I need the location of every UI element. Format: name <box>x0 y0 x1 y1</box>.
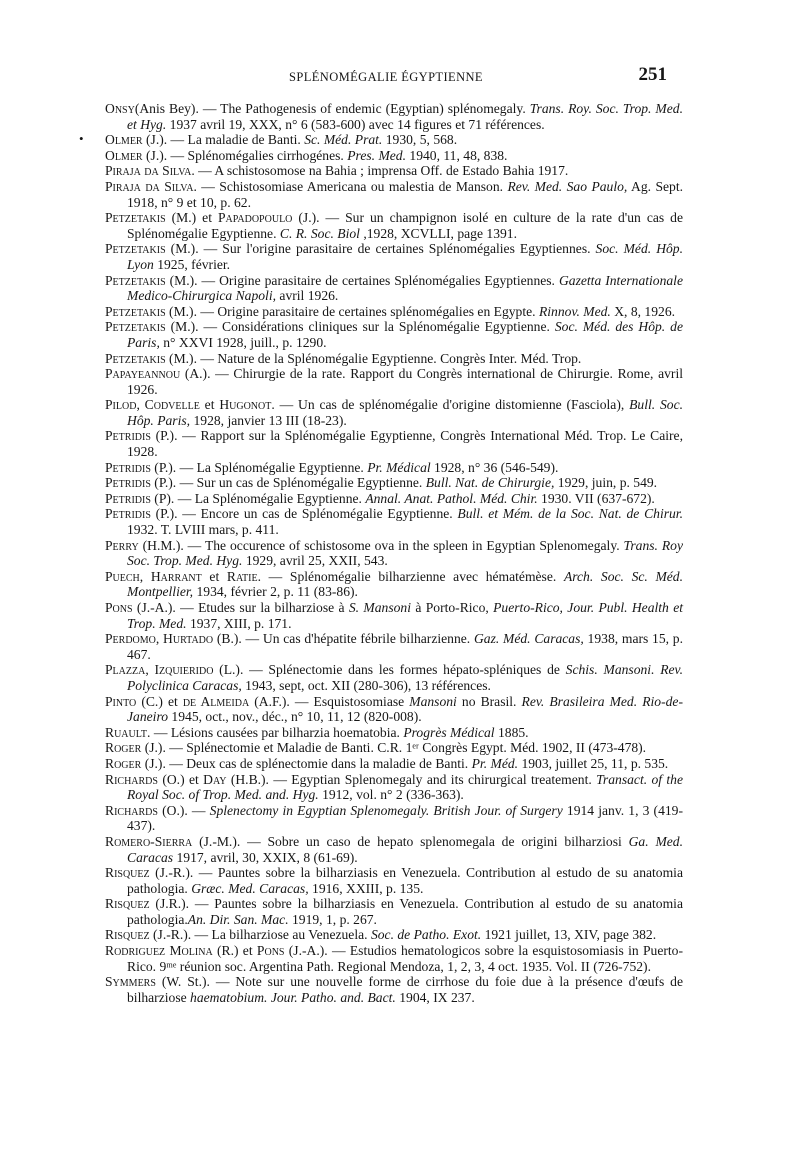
reference-author: Papayeannou <box>105 366 181 382</box>
reference-text: (O.) et <box>157 771 204 787</box>
running-head <box>0 64 800 90</box>
reference-author: Rodriguez Molina <box>105 943 213 959</box>
reference-text: et <box>199 397 220 413</box>
bibliography-list <box>105 101 683 1005</box>
reference-text: (C.) et <box>136 693 183 709</box>
reference-text: 1903, juillet 25, 11, p. 535. <box>518 755 669 771</box>
reference-source: Sc. Méd. Prat. <box>304 132 383 148</box>
reference-entry <box>105 772 683 803</box>
reference-source: An. Dir. San. Mac. <box>187 911 289 927</box>
reference-entry <box>105 132 683 148</box>
reference-text: 1929, avril 25, XXII, 543. <box>242 553 388 569</box>
reference-author: Papadopoulo <box>217 210 293 226</box>
reference-text: 1914 janv. 1, 3 (419-437). <box>127 802 683 834</box>
reference-text: (J.). — Splénomégalies cirrhogénes. <box>142 147 348 163</box>
reference-author: Petridis <box>105 428 151 444</box>
reference-text: 1929, juin, p. 549. <box>554 475 658 491</box>
reference-text: 1940, 11, 48, 838. <box>406 147 508 163</box>
reference-author: Petzetakis <box>105 319 166 335</box>
reference-text: no Brasil. <box>456 693 522 709</box>
reference-author: Onsy <box>105 101 135 116</box>
reference-text: (M.). — Nature de la Splénomégalie Egyptienne. Congrès Inter. Méd. Trop. <box>165 350 582 366</box>
reference-entry <box>105 163 683 179</box>
reference-text: (L.). — Splénectomie dans les formes hépato-spléniques de <box>213 662 566 678</box>
reference-text: . — Splénomégalie bilharzienne avec hématémèse. <box>257 568 564 584</box>
reference-author: Petzetakis <box>105 241 166 257</box>
reference-text: 1945, oct., nov., déc., n° 10, 11, 12 (820-008). <box>168 709 422 725</box>
reference-text: et <box>201 568 227 584</box>
reference-author: Symmers <box>105 974 156 990</box>
reference-entry <box>105 397 683 428</box>
reference-source: Gaz. Méd. Caracas, <box>473 631 584 647</box>
reference-text: (J.R.). — Pauntes sobre la bilharziasis en Venezuela. Contribution al estudo de su anatomia pathologia. <box>127 896 683 927</box>
reference-author: Ratie <box>226 568 258 584</box>
reference-source: Rev. Brasileira Med. Rio-de-Janeiro <box>127 693 683 725</box>
reference-text: 1928, janvier 13 III (18-23). <box>190 412 347 428</box>
reference-text: (J.-R.). — La bilharziose au Venezuela. <box>149 927 371 943</box>
reference-text: 1885. <box>494 724 529 740</box>
reference-author: Day <box>203 771 227 787</box>
reference-text: (J.). — La maladie de Banti. <box>142 132 305 148</box>
reference-text: 1919, 1, p. 267. <box>288 911 377 927</box>
reference-author: Piraja da Silva <box>105 163 192 179</box>
reference-entry <box>105 351 683 367</box>
reference-entry <box>105 101 683 132</box>
reference-source: Transact. of the Royal Soc. of Trop. Med. and. Hyg. <box>127 771 684 803</box>
reference-author: de Almeida <box>182 693 250 709</box>
reference-entry <box>105 725 683 741</box>
reference-text: 1925, février. <box>153 256 231 272</box>
reference-text: n° XXVI 1928, juill., p. 1290. <box>159 334 327 350</box>
reference-source: Splenectomy in Egyptian Splenomegaly. British Jour. of Surgery <box>209 802 563 818</box>
reference-entry <box>105 631 683 662</box>
reference-author: Petridis <box>105 490 151 506</box>
reference-text: . — Lésions causées par bilharzia hoematobia. <box>147 724 404 740</box>
reference-source: Trans. Roy Soc. Trop. Med. Hyg. <box>127 537 683 569</box>
reference-text: 1904, IX 237. <box>395 989 475 1005</box>
reference-source: Soc. Méd. des Hôp. de Paris, <box>127 319 683 350</box>
reference-author: Petridis <box>105 459 151 475</box>
reference-source: Mansoni <box>409 693 457 709</box>
reference-text: (A.). — Chirurgie de la rate. Rapport du Congrès international de Chirurgie. Rome, avril 1926. <box>127 366 683 397</box>
reference-text: 1932. T. LVIII mars, p. 411. <box>127 522 279 538</box>
reference-source: Puerto-Rico, Jour. Publ. Health et Trop. Med. <box>127 600 684 631</box>
reference-author: Petridis <box>105 506 151 522</box>
reference-text: X, 8, 1926. <box>610 303 676 319</box>
reference-source: Arch. Soc. Sc. Méd. Montpellier, <box>127 568 684 600</box>
reference-text: (P.). — Sur un cas de Splénomégalie Egyptienne. <box>150 475 426 491</box>
reference-text: (H.M.). — The occurence of schistosome ova in the spleen in Egyptian Splenomegaly. <box>138 537 624 553</box>
reference-author: Petzetakis <box>105 210 166 226</box>
reference-source: Bull. Soc. Hôp. Paris, <box>127 397 684 428</box>
running-title: SPLÉNOMÉGALIE ÉGYPTIENNE <box>289 70 483 84</box>
reference-text: 1917, avril, 30, XXIX, 8 (61-69). <box>173 849 358 865</box>
reference-text: 1928, n° 36 (546-549). <box>430 459 559 475</box>
reference-source: C. R. Soc. Biol <box>279 225 360 241</box>
reference-author: Hugonot <box>219 397 272 413</box>
reference-text: . — Schistosomiase Americana ou malestia de Manson. <box>193 178 508 194</box>
reference-entry <box>105 943 683 974</box>
reference-author: Romero-Sierra <box>105 833 193 849</box>
reference-entry <box>105 974 683 1005</box>
reference-source: Bull. et Mém. de la Soc. Nat. de Chirur. <box>457 506 683 522</box>
reference-text: à Porto-Rico, <box>411 600 494 615</box>
reference-entry <box>105 506 683 537</box>
reference-text: 1938, mars 15, p. 467. <box>127 631 684 662</box>
reference-text: (W. St.). — Note sur une nouvelle forme de cirrhose du foie due à la présence d'œufs de bilharziose <box>127 974 683 1005</box>
reference-entry <box>105 475 683 491</box>
reference-source: Gazetta Internationale Medico-Chirurgica Napoli, <box>127 272 683 304</box>
reference-text: 1912, vol. n° 2 (336-363). <box>318 787 464 803</box>
reference-source: Progrès Médical <box>403 724 495 740</box>
reference-entry <box>105 896 683 927</box>
reference-author: Plazza, Izquierido <box>105 662 214 678</box>
reference-entry <box>105 865 683 896</box>
reference-source: Annal. Anat. Pathol. Méd. Chir. <box>365 490 538 506</box>
reference-author: Puech, Harrant <box>105 568 202 584</box>
reference-source: S. Mansoni <box>348 600 411 615</box>
reference-source: Græc. Med. Caracas, <box>191 880 309 896</box>
reference-text: 1930. VII (637-672). <box>537 490 655 506</box>
reference-author: Petzetakis <box>105 272 166 288</box>
reference-author: Olmer <box>105 147 143 163</box>
reference-entry <box>105 210 683 241</box>
reference-text: (M.). — Origine parasitaire de certaines splénomégalies en Egypte. <box>165 303 539 319</box>
reference-entry <box>105 148 683 164</box>
reference-text: (H.B.). — Egyptian Splenomegaly and its chirurgical treatement. <box>226 771 597 787</box>
reference-text: (B.). — Un cas d'hépatite fébrile bilharzienne. <box>213 631 474 647</box>
reference-entry <box>105 694 683 725</box>
reference-entry <box>105 428 683 459</box>
reference-source: Ga. Med. Caracas <box>127 833 683 865</box>
reference-text: (J.-A.). — Estudios hematologicos sobre la esquistosomiasis in Puerto-Rico. 9ᵐᵉ réunion soc. Argentina Path. Regional Mendoza, 1, 2, 3, 4 oct. 1935. Vol. II (726-752). <box>127 943 683 974</box>
reference-text: 1937 avril 19, XXX, n° 6 (583-600) avec 14 figures et 71 références. <box>166 116 545 132</box>
reference-text: (P.). — Encore un cas de Splénomégalie Egyptienne. <box>150 506 458 522</box>
reference-text: (Anis Bey). — The Pathogenesis of endemic (Egyptian) splénomegaly. <box>134 101 530 116</box>
reference-entry <box>105 491 683 507</box>
reference-entry <box>105 803 683 834</box>
reference-source: Rinnov. Med. <box>538 303 611 319</box>
reference-entry <box>105 366 683 397</box>
reference-source: Rev. Med. Sao Paulo, <box>507 178 628 194</box>
reference-text: Ag. Sept. 1918, n° 9 et 10, p. 62. <box>127 178 684 210</box>
reference-author: Pinto <box>105 693 137 709</box>
reference-text: 1930, 5, 568. <box>382 132 458 148</box>
reference-text: . — Un cas de splénomégalie d'origine distomienne (Fasciola), <box>271 397 630 413</box>
reference-text: (M.) et <box>165 210 218 226</box>
reference-text: (J.-M.). — Sobre un caso de hepato splenomegala de origini bilharziosi <box>192 833 629 849</box>
reference-text: (P.). — Rapport sur la Splénomégalie Egyptienne, Congrès International Méd. Trop. Le Caire, 1928. <box>127 428 683 460</box>
reference-entry <box>105 179 683 210</box>
reference-author: Richards <box>105 771 158 787</box>
reference-text: (R.) et <box>212 943 257 959</box>
reference-text: 1943, sept, oct. XII (280-306), 13 références. <box>241 677 491 693</box>
reference-text: 1921 juillet, 13, XIV, page 382. <box>481 927 657 943</box>
reference-author: Petzetakis <box>105 350 166 366</box>
reference-author: Piraja da Silva <box>105 178 194 194</box>
reference-text: (O.). — <box>157 802 210 818</box>
reference-author: Pons <box>256 943 285 959</box>
reference-source: Schis. Mansoni. Rev. Polyclinica Caracas, <box>127 662 683 693</box>
reference-text: ,1928, XCVLLI, page 1391. <box>359 225 517 241</box>
reference-entry <box>105 569 683 600</box>
reference-entry <box>105 460 683 476</box>
reference-author: Roger <box>105 755 142 771</box>
reference-entry <box>105 241 683 272</box>
reference-source: Bull. Nat. de Chirurgie, <box>425 475 555 491</box>
reference-entry <box>105 319 683 350</box>
reference-author: Petzetakis <box>105 303 166 319</box>
reference-author: Petridis <box>105 475 151 491</box>
reference-text: avril 1926. <box>276 288 339 304</box>
margin-mark: • <box>79 131 84 146</box>
reference-author: Roger <box>105 740 142 756</box>
reference-text: (P.). — La Splénomégalie Egyptienne. <box>150 459 368 475</box>
reference-source: Soc. Méd. Hôp. Lyon <box>127 241 684 272</box>
reference-author: Risquez <box>105 896 150 912</box>
reference-entry <box>105 927 683 943</box>
reference-source: Pr. Médical <box>367 459 431 475</box>
reference-text: (J.). — Splénectomie et Maladie de Banti. C.R. 1ᵉʳ Congrès Egypt. Méd. 1902, II (473-478). <box>141 740 647 756</box>
reference-source: Soc. de Patho. Exot. <box>370 927 482 943</box>
reference-entry <box>105 740 683 756</box>
reference-author: Pons <box>105 600 133 615</box>
reference-author: Richards <box>105 802 158 818</box>
reference-author: Risquez <box>105 865 150 881</box>
reference-text: (J.). — Sur un champignon isolé en culture de la rate d'un cas de Splénomégalie Egyptienne. <box>127 210 683 241</box>
reference-text: (M.). — Sur l'origine parasitaire de certaines Splénomégalies Egyptiennes. <box>165 241 596 257</box>
reference-entry <box>105 662 683 693</box>
reference-text: (J.). — Deux cas de splénectomie dans la maladie de Banti. <box>141 755 472 771</box>
reference-author: Risquez <box>105 927 150 943</box>
page-number: 251 <box>638 64 667 85</box>
reference-author: Ruault <box>105 724 148 740</box>
reference-author: Pilod, Codvelle <box>105 397 200 413</box>
reference-text: (J.-R.). — Pauntes sobre la bilharziasis en Venezuela. Contribution al estudo de su anatomia pathologia. <box>127 865 683 896</box>
reference-entry <box>105 273 683 304</box>
reference-author: Olmer <box>105 132 143 148</box>
reference-author: Perdomo, Hurtado <box>105 631 214 647</box>
reference-text: (J.-A.). — Etudes sur la bilharziose à <box>132 600 349 615</box>
reference-text: (P). — La Splénomégalie Egyptienne. <box>150 490 366 506</box>
reference-entry <box>105 834 683 865</box>
reference-source: Trans. Roy. Soc. Trop. Med. et Hyg. <box>127 101 683 132</box>
reference-text: 1934, février 2, p. 11 (83-86). <box>193 584 358 600</box>
reference-source: Pr. Méd. <box>471 755 519 771</box>
reference-entry <box>105 600 683 631</box>
reference-entry <box>105 304 683 320</box>
reference-entry <box>105 538 683 569</box>
reference-author: Perry <box>105 537 139 553</box>
reference-text: . — A schistosomose na Bahia ; imprensa Off. de Estado Bahia 1917. <box>191 163 569 179</box>
reference-text: (A.F.). — Esquistosomiase <box>249 693 410 709</box>
reference-text: (M.). — Origine parasitaire de certaines Splénomégalies Egyptiennes. <box>165 272 559 288</box>
reference-text: 1937, XIII, p. 171. <box>186 615 292 631</box>
reference-source: haematobium. Jour. Patho. and. Bact. <box>190 989 396 1005</box>
reference-entry <box>105 756 683 772</box>
reference-source: Pres. Med. <box>347 147 406 163</box>
reference-text: (M.). — Considérations cliniques sur la Splénomégalie Egyptienne. <box>165 319 555 335</box>
reference-text: 1916, XXIII, p. 135. <box>308 880 424 896</box>
